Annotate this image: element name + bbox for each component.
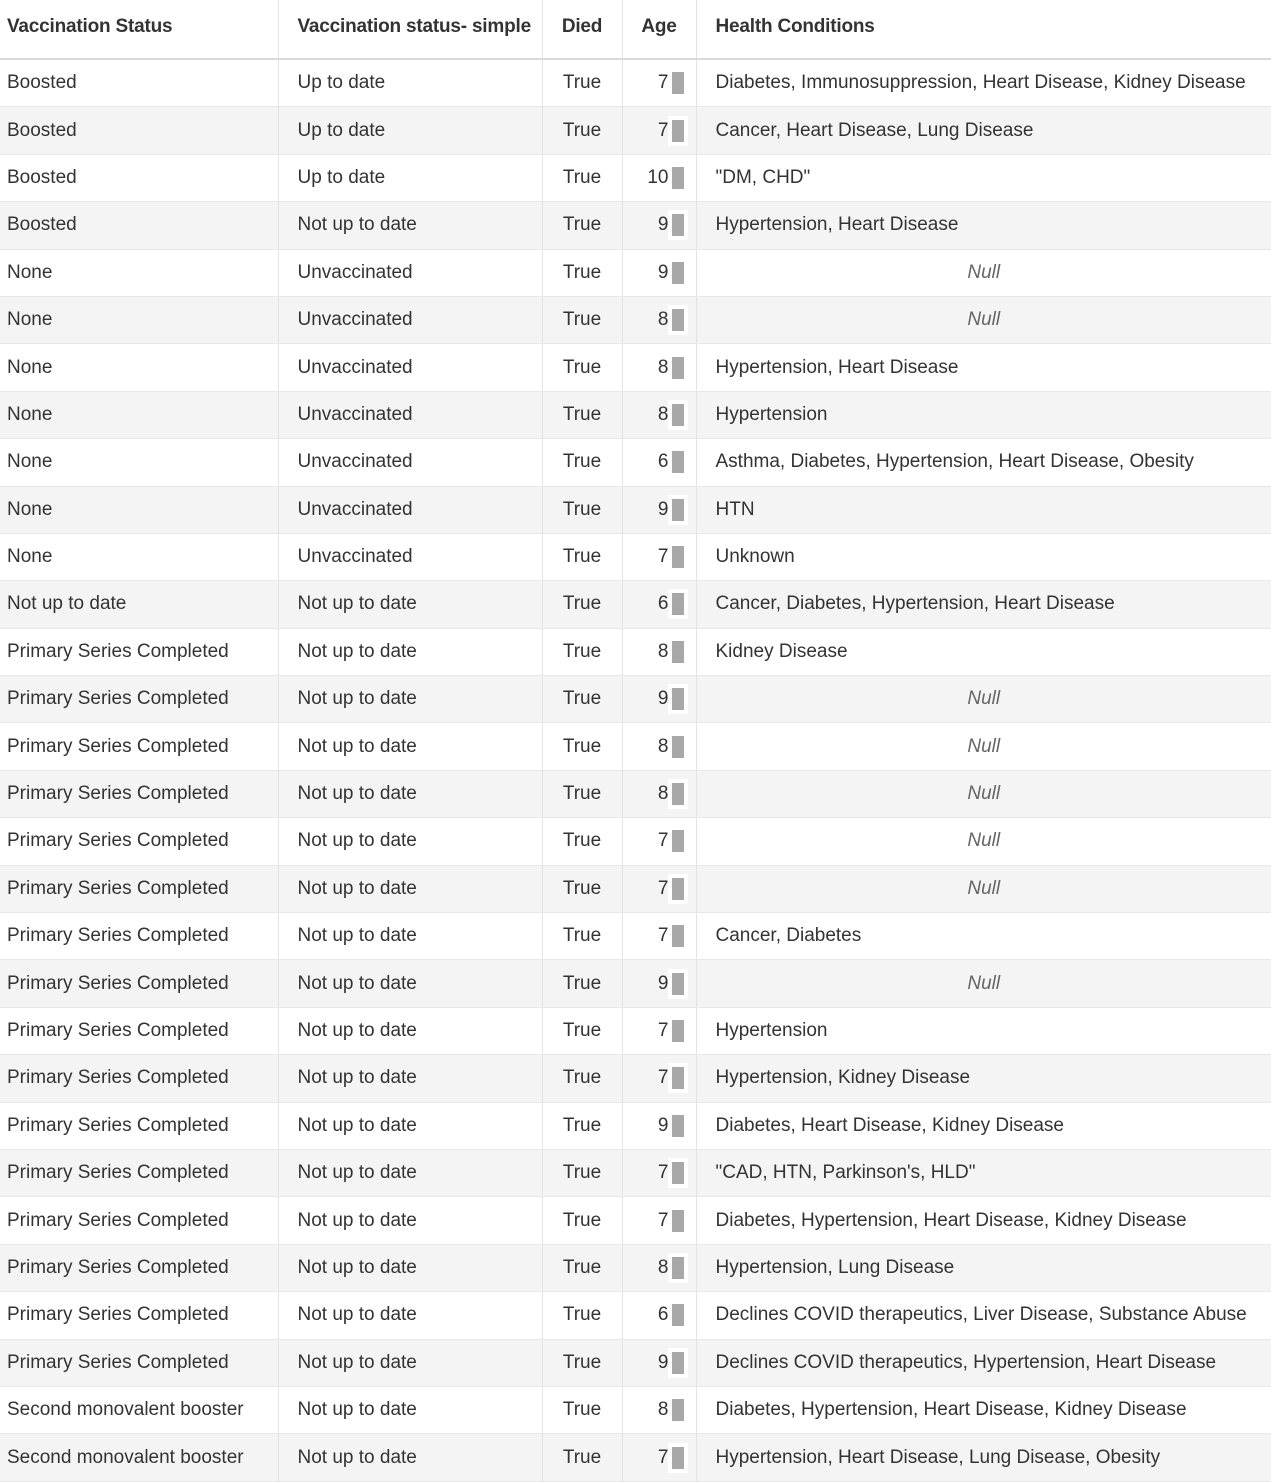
- cell-vaccination-status: None: [0, 533, 278, 580]
- age-value: 7: [657, 925, 669, 947]
- redaction-block: [672, 451, 684, 473]
- column-header-age[interactable]: Age: [622, 0, 696, 59]
- cell-health-conditions: Hypertension, Heart Disease, Lung Disease, Obesity: [696, 1434, 1271, 1481]
- age-value-wrap: [658, 404, 684, 426]
- cell-age: [622, 960, 696, 1007]
- age-value-wrap: [658, 72, 684, 94]
- table-row[interactable]: [0, 391, 1271, 438]
- cell-died: True: [542, 676, 622, 723]
- header-row: [0, 0, 1271, 59]
- cell-died: True: [542, 581, 622, 628]
- age-value: 8: [657, 783, 669, 805]
- redaction-block: [672, 688, 684, 710]
- cell-health-conditions: Hypertension: [696, 391, 1271, 438]
- table-row[interactable]: [0, 913, 1271, 960]
- cell-age: [622, 486, 696, 533]
- age-value: 7: [657, 1162, 669, 1184]
- age-value-wrap: [658, 451, 684, 473]
- redaction-block: [672, 1352, 684, 1374]
- table-row[interactable]: [0, 202, 1271, 249]
- cell-died: True: [542, 1149, 622, 1196]
- cell-age: [622, 1292, 696, 1339]
- table-row[interactable]: [0, 770, 1271, 817]
- cell-died: True: [542, 344, 622, 391]
- age-value-wrap: [658, 1020, 684, 1042]
- table-row[interactable]: [0, 960, 1271, 1007]
- table-row[interactable]: [0, 439, 1271, 486]
- redaction-block: [672, 641, 684, 663]
- cell-vaccination-status: Second monovalent booster: [0, 1386, 278, 1433]
- cell-vaccination-status-simple: Unvaccinated: [278, 344, 542, 391]
- redaction-block: [672, 1257, 684, 1279]
- column-header-vaccination-status-simple[interactable]: Vaccination status- simple: [278, 0, 542, 59]
- cell-health-conditions: Cancer, Diabetes: [696, 913, 1271, 960]
- table-row[interactable]: [0, 296, 1271, 343]
- age-value: 6: [657, 593, 669, 615]
- age-value: 6: [657, 1304, 669, 1326]
- cell-vaccination-status-simple: Unvaccinated: [278, 296, 542, 343]
- cell-died: True: [542, 1007, 622, 1054]
- table-row[interactable]: [0, 1434, 1271, 1481]
- cell-health-conditions: Diabetes, Hypertension, Heart Disease, Kidney Disease: [696, 1386, 1271, 1433]
- table-row[interactable]: [0, 723, 1271, 770]
- table-row[interactable]: [0, 1102, 1271, 1149]
- redaction-block: [672, 1210, 684, 1232]
- cell-health-conditions: Hypertension, Heart Disease: [696, 344, 1271, 391]
- cell-vaccination-status-simple: Up to date: [278, 59, 542, 107]
- cell-died: True: [542, 770, 622, 817]
- cell-age: [622, 1102, 696, 1149]
- age-value: 9: [657, 1114, 669, 1136]
- age-value: 7: [657, 1020, 669, 1041]
- age-value-wrap: [647, 167, 683, 189]
- redaction-block: [672, 878, 684, 900]
- cell-health-conditions: Hypertension: [696, 1007, 1271, 1054]
- table-row[interactable]: [0, 486, 1271, 533]
- cell-vaccination-status-simple: Not up to date: [278, 913, 542, 960]
- cell-vaccination-status-simple: Not up to date: [278, 1149, 542, 1196]
- cell-vaccination-status: Primary Series Completed: [0, 865, 278, 912]
- cell-vaccination-status-simple: Unvaccinated: [278, 439, 542, 486]
- cell-health-conditions: Hypertension, Heart Disease: [696, 202, 1271, 249]
- age-value: 9: [657, 214, 669, 236]
- cell-vaccination-status-simple: Not up to date: [278, 676, 542, 723]
- age-value: 7: [657, 877, 669, 899]
- cell-vaccination-status-simple: Not up to date: [278, 1055, 542, 1102]
- cell-vaccination-status-simple: Not up to date: [278, 960, 542, 1007]
- table-row[interactable]: [0, 1339, 1271, 1386]
- cell-vaccination-status: None: [0, 486, 278, 533]
- cell-vaccination-status: None: [0, 344, 278, 391]
- cell-vaccination-status: Primary Series Completed: [0, 1102, 278, 1149]
- cell-health-conditions: "CAD, HTN, Parkinson's, HLD": [696, 1149, 1271, 1196]
- age-value: 8: [657, 640, 669, 662]
- table-row[interactable]: [0, 581, 1271, 628]
- cell-age: [622, 1149, 696, 1196]
- table-row[interactable]: [0, 1149, 1271, 1196]
- table-row[interactable]: [0, 107, 1271, 154]
- age-value-wrap: [658, 1399, 684, 1421]
- cell-died: True: [542, 1434, 622, 1481]
- cell-age: [622, 581, 696, 628]
- table-row[interactable]: [0, 628, 1271, 675]
- cell-health-conditions-null: Null: [696, 249, 1271, 296]
- cell-vaccination-status: Primary Series Completed: [0, 913, 278, 960]
- cell-vaccination-status-simple: Unvaccinated: [278, 486, 542, 533]
- cell-died: True: [542, 1055, 622, 1102]
- cell-vaccination-status: Primary Series Completed: [0, 1197, 278, 1244]
- cell-died: True: [542, 107, 622, 154]
- redaction-block: [672, 404, 684, 426]
- table-row[interactable]: [0, 1292, 1271, 1339]
- cell-age: [622, 770, 696, 817]
- age-value-wrap: [658, 357, 684, 379]
- column-header-died[interactable]: Died: [542, 0, 622, 59]
- redaction-block: [672, 499, 684, 521]
- cell-vaccination-status: Primary Series Completed: [0, 818, 278, 865]
- cell-vaccination-status-simple: Not up to date: [278, 1007, 542, 1054]
- cell-age: [622, 1434, 696, 1481]
- age-value: 7: [657, 1446, 669, 1468]
- redaction-block: [672, 830, 684, 852]
- age-value-wrap: [658, 830, 684, 852]
- cell-age: [622, 723, 696, 770]
- cell-health-conditions: Cancer, Heart Disease, Lung Disease: [696, 107, 1271, 154]
- age-value-wrap: [658, 546, 684, 568]
- age-value-wrap: [658, 214, 684, 236]
- cell-health-conditions-null: Null: [696, 818, 1271, 865]
- redaction-block: [672, 546, 684, 568]
- cell-health-conditions: Kidney Disease: [696, 628, 1271, 675]
- cell-health-conditions-null: Null: [696, 676, 1271, 723]
- redaction-block: [672, 72, 684, 94]
- redaction-block: [672, 120, 684, 142]
- cell-died: True: [542, 865, 622, 912]
- cell-died: True: [542, 391, 622, 438]
- redaction-block: [672, 214, 684, 236]
- cell-age: [622, 1007, 696, 1054]
- cell-age: [622, 676, 696, 723]
- cell-age: [622, 107, 696, 154]
- cell-age: [622, 59, 696, 107]
- cell-died: True: [542, 1197, 622, 1244]
- redaction-block: [672, 593, 684, 615]
- cell-health-conditions: Diabetes, Hypertension, Heart Disease, Kidney Disease: [696, 1197, 1271, 1244]
- age-value-wrap: [658, 309, 684, 331]
- redaction-block: [672, 309, 684, 331]
- cell-vaccination-status-simple: Unvaccinated: [278, 391, 542, 438]
- cell-age: [622, 296, 696, 343]
- cell-vaccination-status: None: [0, 296, 278, 343]
- cell-vaccination-status: None: [0, 249, 278, 296]
- age-value: 8: [657, 403, 669, 425]
- cell-health-conditions: Cancer, Diabetes, Hypertension, Heart Disease: [696, 581, 1271, 628]
- cell-died: True: [542, 628, 622, 675]
- redaction-block: [672, 1115, 684, 1137]
- cell-vaccination-status-simple: Not up to date: [278, 818, 542, 865]
- age-value: 9: [657, 261, 669, 283]
- redaction-block: [672, 1067, 684, 1089]
- age-value-wrap: [658, 878, 684, 900]
- age-value: 7: [657, 72, 669, 94]
- cell-age: [622, 628, 696, 675]
- cell-died: True: [542, 1292, 622, 1339]
- cell-age: [622, 1386, 696, 1433]
- cell-died: True: [542, 59, 622, 107]
- table-header: [0, 0, 1271, 59]
- cell-died: True: [542, 296, 622, 343]
- age-value: 7: [657, 1209, 669, 1231]
- age-value-wrap: [658, 593, 684, 615]
- table-row[interactable]: [0, 533, 1271, 580]
- cell-died: True: [542, 913, 622, 960]
- age-value-wrap: [658, 783, 684, 805]
- cell-vaccination-status: None: [0, 391, 278, 438]
- cell-died: True: [542, 154, 622, 201]
- age-value-wrap: [658, 925, 684, 947]
- cell-vaccination-status-simple: Unvaccinated: [278, 249, 542, 296]
- table-row[interactable]: [0, 59, 1271, 107]
- age-value-wrap: [658, 1210, 684, 1232]
- age-value-wrap: [658, 973, 684, 995]
- redaction-block: [672, 167, 684, 189]
- cell-health-conditions: "DM, CHD": [696, 154, 1271, 201]
- age-value-wrap: [658, 641, 684, 663]
- cell-died: True: [542, 1339, 622, 1386]
- cell-age: [622, 533, 696, 580]
- cell-health-conditions: Diabetes, Heart Disease, Kidney Disease: [696, 1102, 1271, 1149]
- cell-health-conditions: Hypertension, Lung Disease: [696, 1244, 1271, 1291]
- cell-vaccination-status: Primary Series Completed: [0, 1339, 278, 1386]
- table-row[interactable]: [0, 1244, 1271, 1291]
- cell-died: True: [542, 723, 622, 770]
- cell-health-conditions: Diabetes, Immunosuppression, Heart Disease, Kidney Disease: [696, 59, 1271, 107]
- table-body: [0, 59, 1271, 1481]
- cell-health-conditions: Declines COVID therapeutics, Liver Disease, Substance Abuse: [696, 1292, 1271, 1339]
- cell-died: True: [542, 1244, 622, 1291]
- age-value: 9: [657, 972, 669, 994]
- cell-vaccination-status: Primary Series Completed: [0, 1055, 278, 1102]
- redaction-block: [672, 736, 684, 758]
- cell-health-conditions: HTN: [696, 486, 1271, 533]
- cell-age: [622, 391, 696, 438]
- age-value-wrap: [658, 1162, 684, 1184]
- cell-vaccination-status-simple: Not up to date: [278, 1386, 542, 1433]
- cell-died: True: [542, 818, 622, 865]
- cell-vaccination-status: Primary Series Completed: [0, 960, 278, 1007]
- cell-age: [622, 1339, 696, 1386]
- cell-age: [622, 865, 696, 912]
- cell-vaccination-status: Boosted: [0, 59, 278, 107]
- cell-health-conditions-null: Null: [696, 960, 1271, 1007]
- age-value-wrap: [658, 688, 684, 710]
- table-row[interactable]: [0, 1386, 1271, 1433]
- cell-vaccination-status-simple: Not up to date: [278, 1339, 542, 1386]
- redaction-block: [672, 1399, 684, 1421]
- age-value-wrap: [658, 736, 684, 758]
- cell-vaccination-status: None: [0, 439, 278, 486]
- age-value: 7: [657, 119, 669, 141]
- cell-age: [622, 439, 696, 486]
- cell-health-conditions-null: Null: [696, 723, 1271, 770]
- cell-vaccination-status-simple: Not up to date: [278, 770, 542, 817]
- cell-vaccination-status-simple: Not up to date: [278, 1434, 542, 1481]
- redaction-block: [672, 1162, 684, 1184]
- cell-vaccination-status: Boosted: [0, 202, 278, 249]
- cell-vaccination-status-simple: Not up to date: [278, 202, 542, 249]
- redaction-block: [672, 1304, 684, 1326]
- cell-vaccination-status: Primary Series Completed: [0, 1292, 278, 1339]
- redaction-block: [672, 357, 684, 379]
- age-value: 8: [657, 1256, 669, 1278]
- table-row[interactable]: [0, 1007, 1271, 1054]
- table-row[interactable]: [0, 1197, 1271, 1244]
- cell-died: True: [542, 202, 622, 249]
- age-value: 7: [657, 546, 669, 568]
- age-value-wrap: [658, 499, 684, 521]
- cell-vaccination-status: Primary Series Completed: [0, 770, 278, 817]
- cell-died: True: [542, 1102, 622, 1149]
- cell-vaccination-status: Not up to date: [0, 581, 278, 628]
- cell-died: True: [542, 249, 622, 296]
- age-value-wrap: [658, 1115, 684, 1137]
- cell-vaccination-status: Primary Series Completed: [0, 1007, 278, 1054]
- redaction-block: [672, 783, 684, 805]
- cell-health-conditions: Hypertension, Kidney Disease: [696, 1055, 1271, 1102]
- age-value: 8: [657, 356, 669, 378]
- age-value: 9: [657, 1351, 669, 1373]
- table-row[interactable]: [0, 818, 1271, 865]
- cell-died: True: [542, 486, 622, 533]
- table-row[interactable]: [0, 676, 1271, 723]
- cell-vaccination-status: Primary Series Completed: [0, 1149, 278, 1196]
- cell-vaccination-status: Primary Series Completed: [0, 723, 278, 770]
- cell-health-conditions-null: Null: [696, 770, 1271, 817]
- cell-died: True: [542, 439, 622, 486]
- cell-age: [622, 818, 696, 865]
- redaction-block: [672, 1020, 684, 1042]
- cell-vaccination-status: Second monovalent booster: [0, 1434, 278, 1481]
- cell-died: True: [542, 1386, 622, 1433]
- cell-age: [622, 344, 696, 391]
- cell-vaccination-status-simple: Up to date: [278, 107, 542, 154]
- table-row[interactable]: [0, 1055, 1271, 1102]
- cell-vaccination-status-simple: Up to date: [278, 154, 542, 201]
- cell-health-conditions-null: Null: [696, 865, 1271, 912]
- table-row[interactable]: [0, 154, 1271, 201]
- cell-vaccination-status-simple: Not up to date: [278, 628, 542, 675]
- age-value-wrap: [658, 120, 684, 142]
- cell-health-conditions: Declines COVID therapeutics, Hypertension, Heart Disease: [696, 1339, 1271, 1386]
- cell-vaccination-status: Primary Series Completed: [0, 676, 278, 723]
- cell-age: [622, 202, 696, 249]
- cell-age: [622, 249, 696, 296]
- cell-vaccination-status-simple: Not up to date: [278, 581, 542, 628]
- age-value: 9: [657, 688, 669, 710]
- cell-vaccination-status-simple: Not up to date: [278, 1292, 542, 1339]
- age-value-wrap: [658, 262, 684, 284]
- cell-age: [622, 1055, 696, 1102]
- age-value: 7: [657, 830, 669, 852]
- cell-vaccination-status: Primary Series Completed: [0, 1244, 278, 1291]
- age-value-wrap: [658, 1447, 684, 1469]
- cell-health-conditions: Unknown: [696, 533, 1271, 580]
- redaction-block: [672, 262, 684, 284]
- age-value: 6: [657, 451, 669, 473]
- cell-died: True: [542, 533, 622, 580]
- cell-health-conditions: Asthma, Diabetes, Hypertension, Heart Disease, Obesity: [696, 439, 1271, 486]
- cell-age: [622, 1244, 696, 1291]
- cell-age: [622, 1197, 696, 1244]
- age-value: 8: [657, 1399, 669, 1421]
- age-value-wrap: [658, 1067, 684, 1089]
- redaction-block: [672, 973, 684, 995]
- age-value-wrap: [658, 1352, 684, 1374]
- age-value-wrap: [658, 1257, 684, 1279]
- redaction-block: [672, 925, 684, 947]
- column-header-health-conditions[interactable]: Health Conditions: [696, 0, 1271, 59]
- cell-vaccination-status-simple: Not up to date: [278, 723, 542, 770]
- age-value-wrap: [658, 1304, 684, 1326]
- table-row[interactable]: [0, 344, 1271, 391]
- cell-vaccination-status: Boosted: [0, 107, 278, 154]
- redaction-block: [672, 1447, 684, 1469]
- age-value: 10: [647, 166, 669, 188]
- age-value: 8: [657, 309, 669, 331]
- table-row[interactable]: [0, 249, 1271, 296]
- cell-vaccination-status-simple: Unvaccinated: [278, 533, 542, 580]
- cell-died: True: [542, 960, 622, 1007]
- table-row[interactable]: [0, 865, 1271, 912]
- cell-vaccination-status-simple: Not up to date: [278, 865, 542, 912]
- age-value: 8: [657, 735, 669, 757]
- cell-vaccination-status: Boosted: [0, 154, 278, 201]
- age-value: 7: [657, 1067, 669, 1089]
- age-value: 9: [657, 498, 669, 520]
- cell-vaccination-status: Primary Series Completed: [0, 628, 278, 675]
- cell-vaccination-status-simple: Not up to date: [278, 1244, 542, 1291]
- cell-age: [622, 154, 696, 201]
- cell-vaccination-status-simple: Not up to date: [278, 1197, 542, 1244]
- column-header-vaccination-status[interactable]: Vaccination Status: [0, 0, 278, 59]
- cell-vaccination-status-simple: Not up to date: [278, 1102, 542, 1149]
- cell-age: [622, 913, 696, 960]
- cell-health-conditions-null: Null: [696, 296, 1271, 343]
